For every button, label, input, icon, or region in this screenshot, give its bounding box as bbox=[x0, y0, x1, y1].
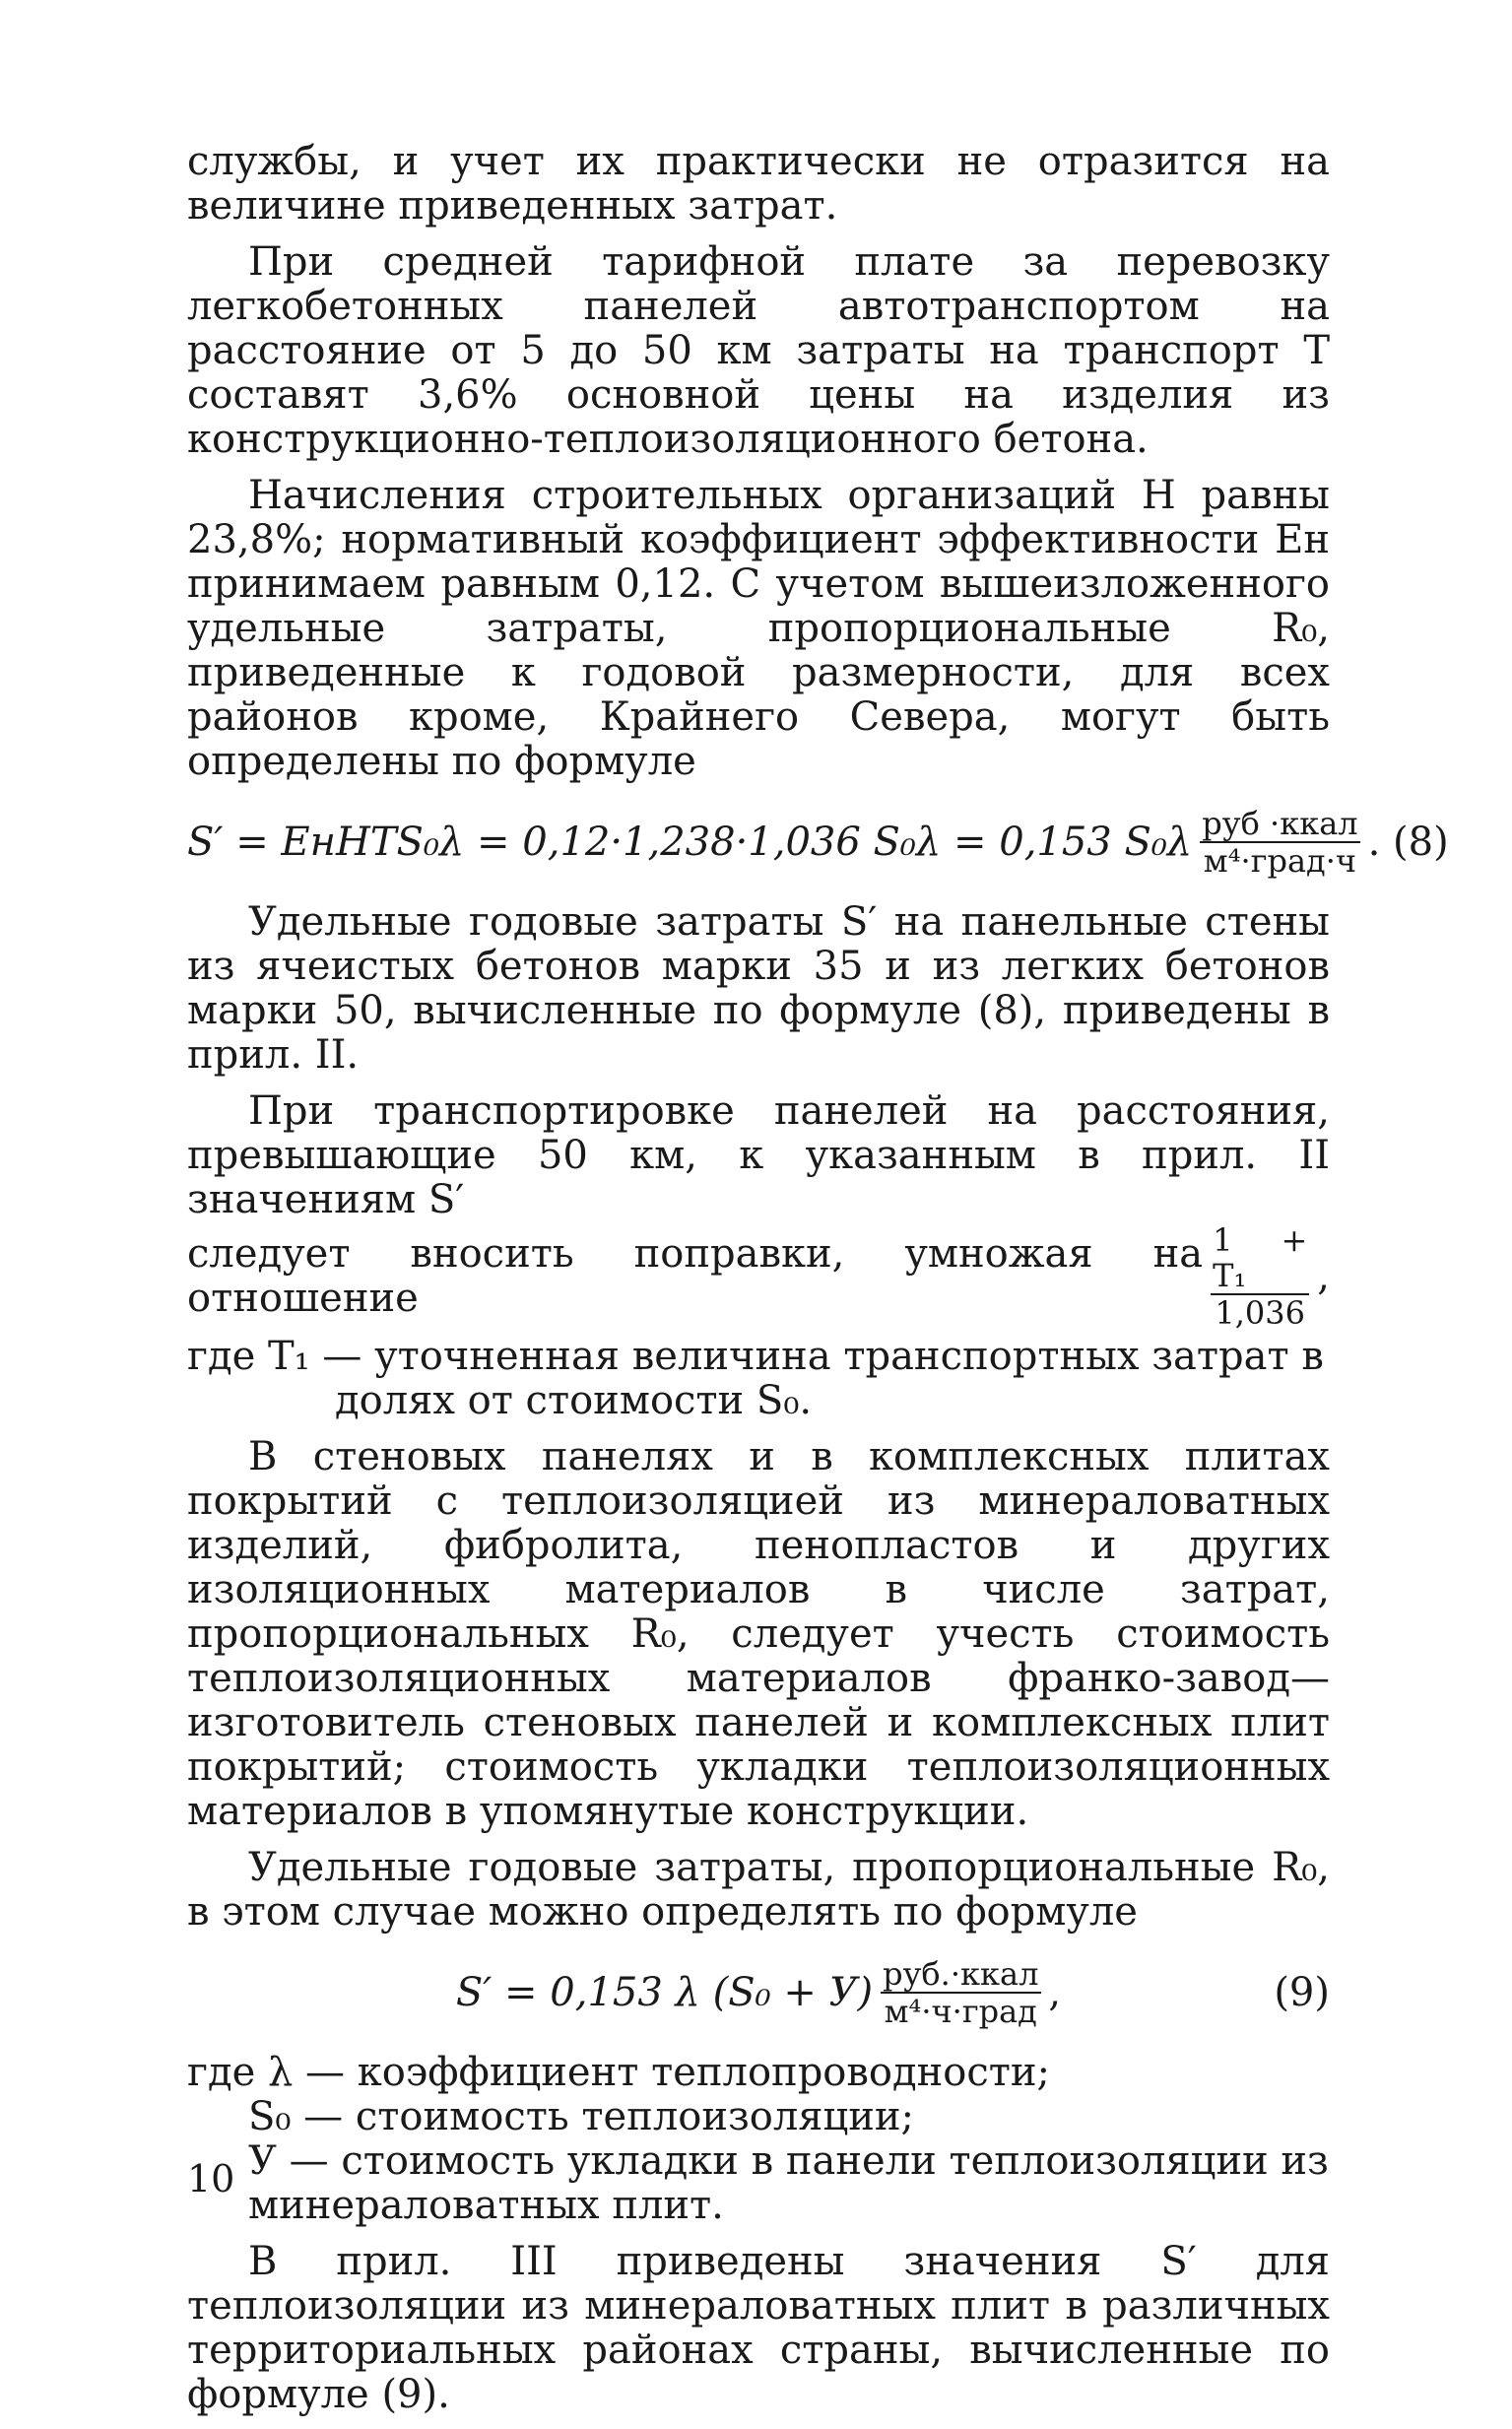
formula-8-number: . (8) bbox=[1367, 820, 1449, 865]
definition-u: У — стоимость укладки в панели теплоизоляции из минераловатных плит. bbox=[248, 2138, 1329, 2228]
paragraph-8: В прил. III приведены значения S′ для теплоизоляции из минераловатных плит в различных территориальных районах страны, вычисленные по формуле (9). bbox=[187, 2239, 1330, 2417]
formula-8-expression: S′ = EнHTS₀λ = 0,12·1,238·1,036 S₀λ = 0,153 S₀λ bbox=[187, 820, 1193, 865]
formula-9-unit bbox=[879, 1956, 1042, 2029]
ratio-line bbox=[187, 1222, 1330, 1331]
ratio-line-text: следует вносить поправки, умножая на отношение bbox=[187, 1231, 1204, 1321]
page-number: 10 bbox=[187, 2157, 235, 2200]
formula-9-unit-numerator: руб.·ккал bbox=[883, 1955, 1039, 1993]
paragraph-3: Начисления строительных организаций H равны 23,8%; нормативный коэффициент эффективности Eн принимаем равным 0,12. С учетом вышеизложенного удельные затраты, пропорциональные R₀, приведенные к годовой размерности, для всех районов кроме, Крайнего Севера, могут быть определены по формуле bbox=[187, 473, 1330, 784]
formula-9-number: (9) bbox=[1274, 1970, 1330, 2015]
t1-definition bbox=[187, 1335, 1330, 1423]
ratio-tail: , bbox=[1317, 1253, 1330, 1299]
paragraph-7: Удельные годовые затраты, пропорциональные R₀, в этом случае можно определять по формуле bbox=[187, 1845, 1330, 1935]
formula-9-tail: , bbox=[1048, 1970, 1062, 2015]
ratio-fraction bbox=[1209, 1222, 1311, 1331]
paragraph-6: В стеновых панелях и в комплексных плитах покрытий с теплоизоляцией из минераловатных изделий, фибролита, пенопластов и других изоляционных материалов в числе затрат, пропорциональных R₀, следует учесть стоимость теплоизоляционных материалов франко-завод—изготовитель стеновых панелей и комплексных плит покрытий; стоимость укладки теплоизоляционных материалов в упомянутые конструкции. bbox=[187, 1434, 1330, 1834]
formula-8 bbox=[187, 805, 1449, 880]
t1-definition-line-2: долях от стоимости S₀. bbox=[335, 1378, 813, 1423]
formula-8-unit-denominator: м⁴·град·ч bbox=[1200, 841, 1360, 879]
t1-definition-line-1: где T₁ — уточненная величина транспортных затрат в bbox=[187, 1334, 1324, 1379]
page-body bbox=[187, 139, 1449, 2429]
paragraph-1: службы, и учет их практически не отразится на величине приведенных затрат. bbox=[187, 139, 1330, 229]
formula-8-unit bbox=[1198, 806, 1361, 879]
paragraph-4: Удельные годовые затраты S′ на панельные стены из ячеистых бетонов марки 35 и из легких бетонов марки 50, вычисленные по формуле (8), приведены в прил. II. bbox=[187, 899, 1330, 1078]
formula-9 bbox=[187, 1956, 1330, 2029]
formula-8-unit-numerator: руб ·ккал bbox=[1202, 805, 1358, 842]
definition-lambda: где λ — коэффициент теплопроводности; bbox=[187, 2050, 1051, 2095]
paragraph-5: При транспортировке панелей на расстояния, превышающие 50 км, к указанным в прил. II значениям S′ bbox=[187, 1088, 1330, 1222]
formula-9-unit-denominator: м⁴·ч·град bbox=[881, 1992, 1041, 2029]
ratio-denominator: 1,036 bbox=[1211, 1293, 1309, 1331]
paragraph-2: При средней тарифной плате за перевозку легкобетонных панелей автотранспортом на расстояние от 5 до 50 км затраты на транспорт T составят 3,6% основной цены на изделия из конструкционно-теплоизоляционного бетона. bbox=[187, 239, 1330, 462]
definition-s0: S₀ — стоимость теплоизоляции; bbox=[248, 2094, 915, 2139]
ratio-numerator: 1 + T₁ bbox=[1213, 1221, 1308, 1294]
formula-9-expression: S′ = 0,153 λ (S₀ + У) bbox=[455, 1970, 874, 2015]
